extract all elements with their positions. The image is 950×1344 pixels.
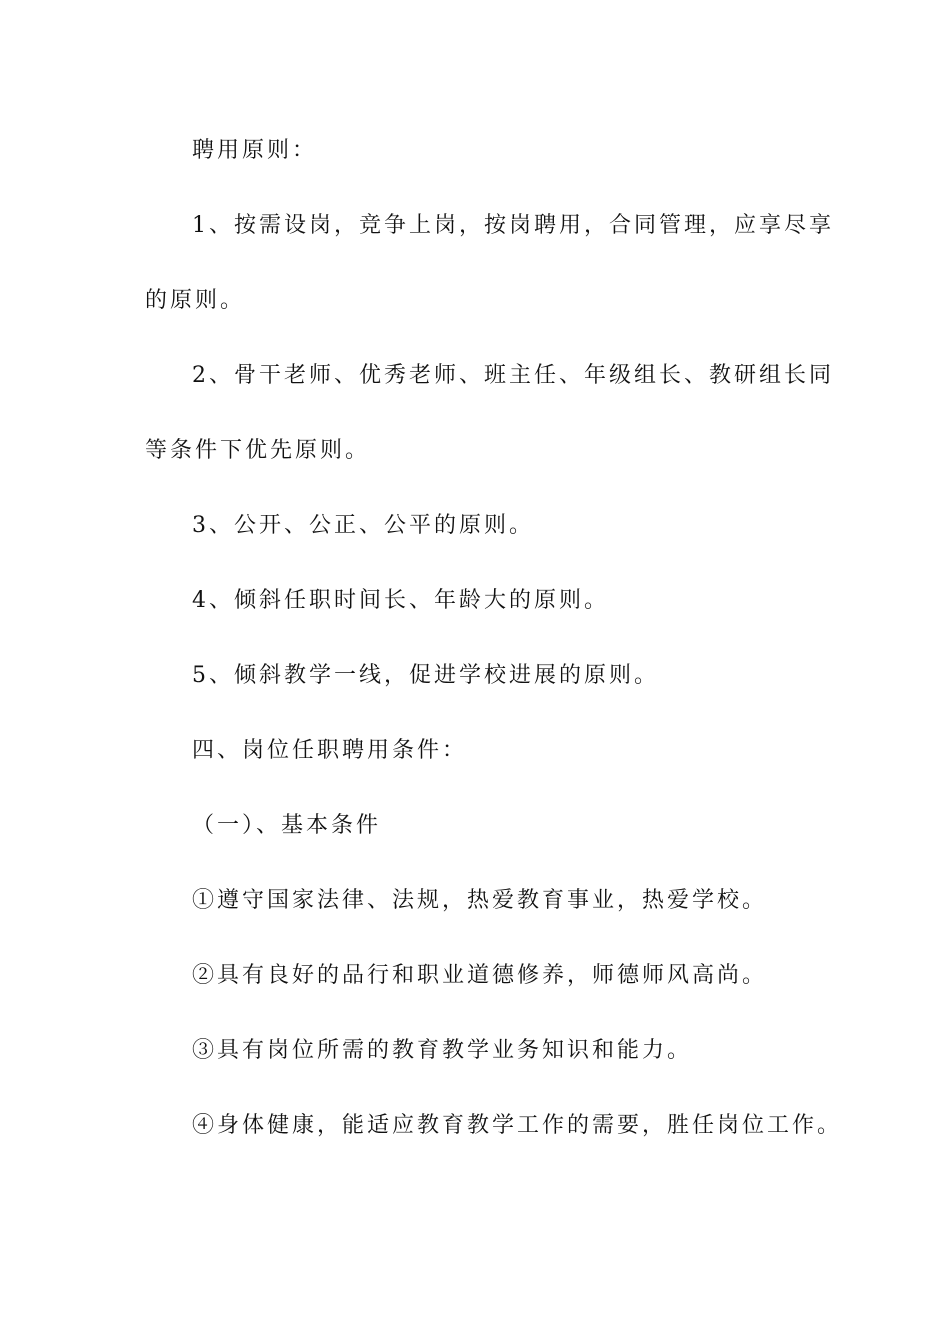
- condition-2: ②具有良好的品行和职业道德修养，师德师风高尚。: [192, 963, 768, 988]
- condition-1: ①遵守国家法律、法规，热爱教育事业，热爱学校。: [192, 888, 768, 913]
- principle-2-line-1: 2、骨干老师、优秀老师、班主任、年级组长、教研组长同: [192, 363, 834, 388]
- principle-1-line-1: 1、按需设岗，竞争上岗，按岗聘用，合同管理，应享尽享: [192, 213, 834, 238]
- principle-4: 4、倾斜任职时间长、年龄大的原则。: [192, 588, 609, 613]
- principle-3: 3、公开、公正、公平的原则。: [192, 513, 534, 538]
- principle-1-line-2: 的原则。: [145, 288, 246, 313]
- principle-2-line-2: 等条件下优先原则。: [145, 438, 371, 463]
- condition-4: ④身体健康，能适应教育教学工作的需要，胜任岗位工作。: [192, 1113, 843, 1138]
- section-heading-employment-conditions: 四、岗位任职聘用条件：: [192, 738, 468, 763]
- principle-5: 5、倾斜教学一线，促进学校进展的原则。: [192, 663, 659, 688]
- condition-3: ③具有岗位所需的教育教学业务知识和能力。: [192, 1038, 693, 1063]
- subsection-heading-basic-conditions: （一）、基本条件: [192, 813, 382, 838]
- section-heading-hiring-principles: 聘用原则：: [192, 138, 318, 163]
